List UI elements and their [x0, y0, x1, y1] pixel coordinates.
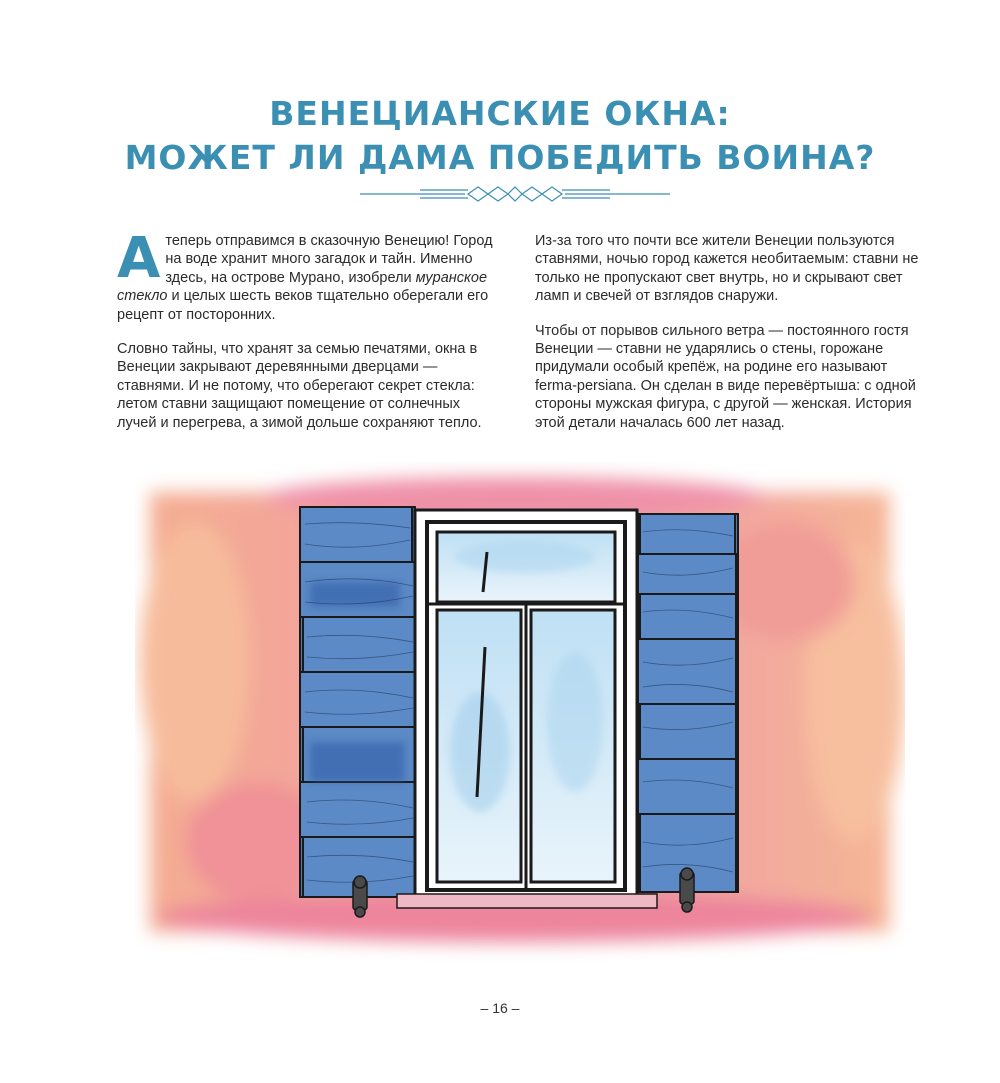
- shutter-fastener-right: [680, 868, 694, 912]
- left-paragraph-1: [117, 226, 502, 324]
- ornament-divider-icon: [360, 183, 670, 205]
- left-p1-italic: муранское стекло: [117, 269, 488, 305]
- page-title: [0, 92, 1000, 180]
- left-column: [117, 226, 502, 448]
- title-line-2: МОЖЕТ ЛИ ДАМА ПОБЕДИТЬ ВОИНА?: [124, 138, 876, 177]
- left-shutter: [300, 507, 415, 897]
- left-p1-text-a: теперь отправимся в сказочную Венецию! Город на воде хранит много загадок и тайн. Именно здесь, на острове Мурано, изобрели: [165, 233, 493, 286]
- left-paragraph-2: Словно тайны, что хранят за семью печатями, окна в Венеции закрывают деревянными дверцами — ставнями. И не потому, что оберегают секрет стекла: летом ставни защищают помещение от солнечных лучей и перегрева, а зимой дольше сохраняют тепло.: [117, 341, 482, 431]
- shutter-fastener-left: [353, 876, 367, 917]
- window-frame: [397, 510, 657, 908]
- left-p1-text-b: и целых шесть веков тщательно оберегали его рецепт от посторонних.: [117, 288, 489, 323]
- right-shutter: [638, 514, 738, 892]
- venetian-window-watercolor-icon: [135, 462, 905, 962]
- right-column: [535, 232, 920, 448]
- title-line-1: ВЕНЕЦИАНСКИЕ ОКНА:: [269, 94, 731, 133]
- drop-cap: А: [117, 226, 161, 291]
- right-paragraph-1: Из-за того что почти все жители Венеции пользуются ставнями, ночью город кажется необитаемым: ставни не только не пропускают свет внутрь, но и скрывают свет ламп и свечей от взглядов снаружи.: [535, 233, 919, 305]
- right-paragraph-2: Чтобы от порывов сильного ветра — постоянного гостя Венеции — ставни не ударялись о стены, горожане придумали особый крепёж, на родине его называют ferma-persiana. Он сделан в виде перевёртыша: с одной стороны мужская фигура, с другой — женская. История этой детали началась 600 лет назад.: [535, 322, 916, 431]
- page-number: – 16 –: [480, 1000, 520, 1016]
